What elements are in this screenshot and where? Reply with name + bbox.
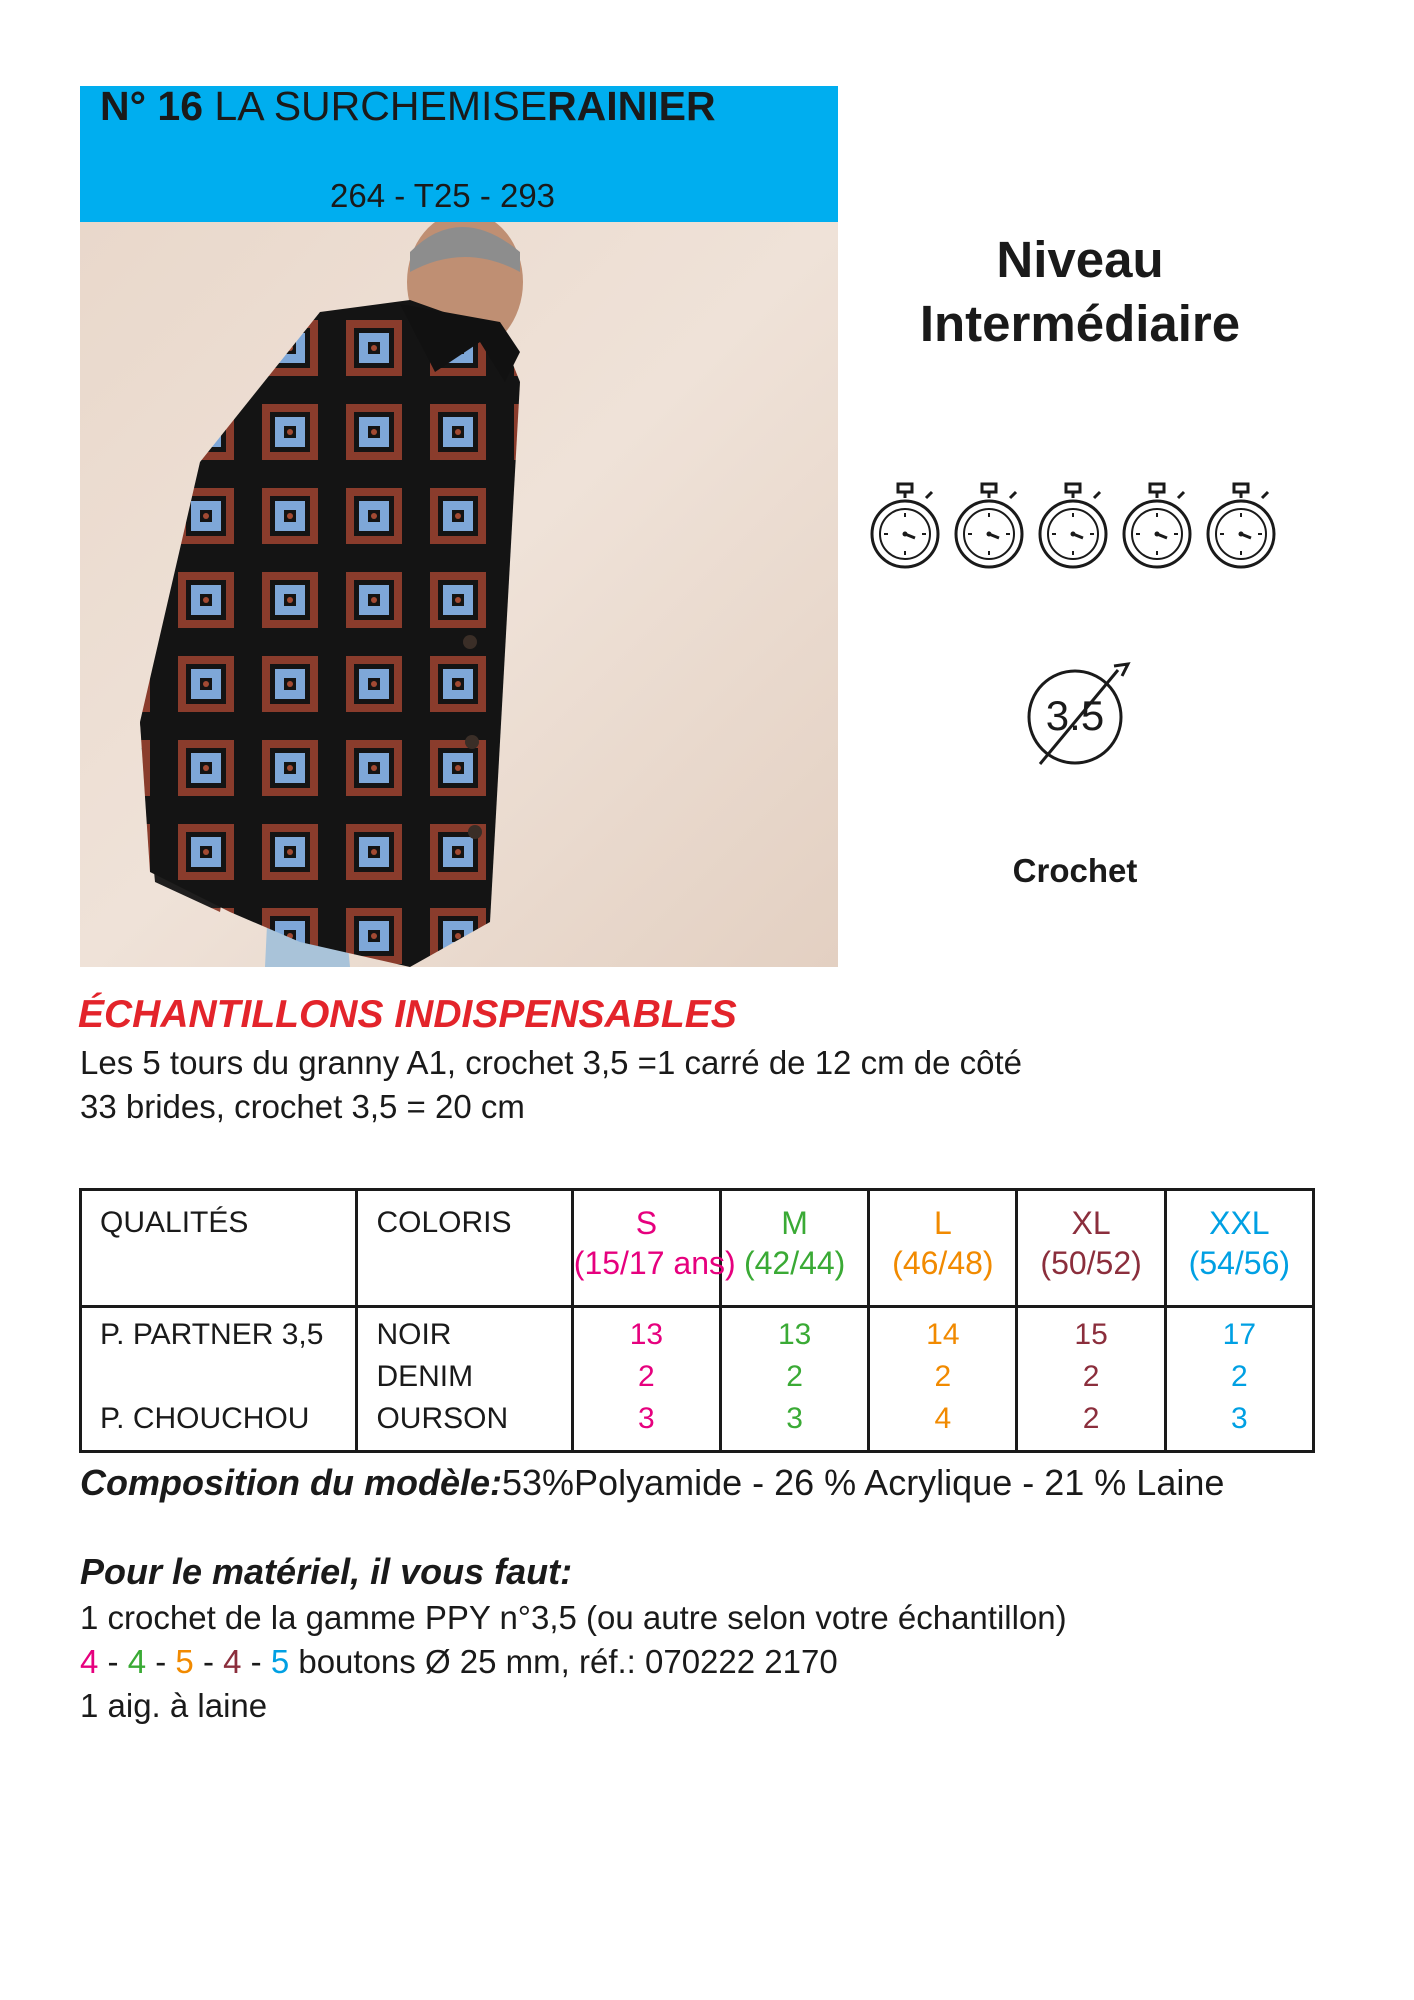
quantity-cell: 3 xyxy=(721,1398,869,1452)
color-cell: DENIM xyxy=(357,1356,572,1398)
stopwatch-icon xyxy=(952,480,1026,572)
buttons-count-S: 4 xyxy=(80,1643,99,1680)
buttons-count-XXL: 5 xyxy=(270,1643,290,1680)
size-range: (54/56) xyxy=(1188,1245,1291,1281)
pattern-number: N° 16 xyxy=(100,83,204,129)
quantity-cell: 2 xyxy=(869,1356,1017,1398)
buttons-count-M: 4 xyxy=(127,1643,147,1680)
column-header-size xyxy=(572,1190,736,1307)
sample-line: Les 5 tours du granny A1, crochet 3,5 =1 carré de 12 cm de côté xyxy=(80,1044,1022,1081)
size-name: M xyxy=(781,1205,808,1241)
technique-label: Crochet xyxy=(1012,852,1138,889)
material-heading: Pour le matériel, il vous faut: xyxy=(80,1551,573,1592)
quantity-cell: 4 xyxy=(869,1398,1017,1452)
color-cell: OURSON xyxy=(357,1398,572,1452)
color-cell: NOIR xyxy=(357,1307,572,1357)
separator: - xyxy=(107,1643,119,1680)
quantity-cell: 2 xyxy=(1017,1356,1165,1398)
column-header-size xyxy=(1165,1190,1313,1307)
stopwatch-icon xyxy=(1036,480,1110,572)
material-line: 1 aig. à laine xyxy=(80,1687,268,1724)
stopwatch-icon xyxy=(868,480,942,572)
column-header-size xyxy=(1017,1190,1165,1307)
pattern-references: 264 - T25 - 293 xyxy=(330,177,556,214)
size-name: S xyxy=(635,1205,658,1241)
hook-size: 3.5 xyxy=(1045,692,1105,739)
size-range: (15/17 ans) xyxy=(573,1245,736,1281)
column-header-quality: QUALITÉS xyxy=(81,1190,357,1307)
size-range: (42/44) xyxy=(743,1245,846,1281)
separator: - xyxy=(155,1643,167,1680)
quality-cell xyxy=(81,1356,357,1398)
table-row xyxy=(81,1356,1314,1398)
material-buttons-line xyxy=(80,1640,838,1684)
samples-heading: ÉCHANTILLONS INDISPENSABLES xyxy=(78,993,737,1036)
separator: - xyxy=(202,1643,214,1680)
level-label: Niveau xyxy=(996,231,1164,288)
column-header-color: COLORIS xyxy=(357,1190,572,1307)
size-range: (46/48) xyxy=(892,1245,994,1281)
quantity-cell: 3 xyxy=(1165,1398,1313,1452)
size-range: (50/52) xyxy=(1040,1245,1142,1281)
quantity-cell: 2 xyxy=(1165,1356,1313,1398)
size-name: XL xyxy=(1071,1205,1111,1241)
buttons-count-L: 5 xyxy=(175,1643,194,1680)
pattern-title xyxy=(100,82,716,130)
stopwatch-icon xyxy=(1120,480,1194,572)
table-row xyxy=(81,1307,1314,1357)
pattern-title-bold: RAINIER xyxy=(547,83,716,129)
quantity-cell: 14 xyxy=(869,1307,1017,1357)
model-photo-illustration xyxy=(80,222,838,967)
pattern-title-regular: LA SURCHEMISE xyxy=(214,83,548,129)
quantity-cell: 15 xyxy=(1017,1307,1165,1357)
yarn-quantity-table xyxy=(79,1188,1315,1453)
composition-label: Composition du modèle: xyxy=(80,1462,502,1503)
quality-cell: P. PARTNER 3,5 xyxy=(81,1307,357,1357)
quality-cell: P. CHOUCHOU xyxy=(81,1398,357,1452)
model-photo xyxy=(80,222,838,967)
table-header-row xyxy=(81,1190,1314,1307)
time-rating xyxy=(868,480,1288,572)
quantity-cell: 2 xyxy=(721,1356,869,1398)
quantity-cell: 13 xyxy=(721,1307,869,1357)
crochet-hook-icon xyxy=(1010,652,1140,782)
column-header-size xyxy=(869,1190,1017,1307)
size-name: XXL xyxy=(1209,1205,1270,1241)
table-row xyxy=(81,1398,1314,1452)
quantity-cell: 2 xyxy=(572,1356,720,1398)
buttons-description: boutons Ø 25 mm, réf.: 070222 2170 xyxy=(298,1643,838,1680)
stopwatch-icon xyxy=(1204,480,1278,572)
composition xyxy=(80,1460,1224,1506)
quantity-cell: 13 xyxy=(572,1307,720,1357)
quantity-cell: 3 xyxy=(572,1398,720,1452)
column-header-size xyxy=(721,1190,869,1307)
quantity-cell: 17 xyxy=(1165,1307,1313,1357)
difficulty-level xyxy=(840,228,1320,356)
buttons-count-XL: 4 xyxy=(223,1643,242,1680)
sample-line: 33 brides, crochet 3,5 = 20 cm xyxy=(80,1088,525,1125)
material-line: 1 crochet de la gamme PPY n°3,5 (ou autre selon votre échantillon) xyxy=(80,1599,1067,1636)
separator: - xyxy=(250,1643,262,1680)
level-value: Intermédiaire xyxy=(919,295,1241,352)
size-name: L xyxy=(933,1205,952,1241)
composition-value: 53%Polyamide - 26 % Acrylique - 21 % Laine xyxy=(501,1462,1225,1503)
quantity-cell: 2 xyxy=(1017,1398,1165,1452)
